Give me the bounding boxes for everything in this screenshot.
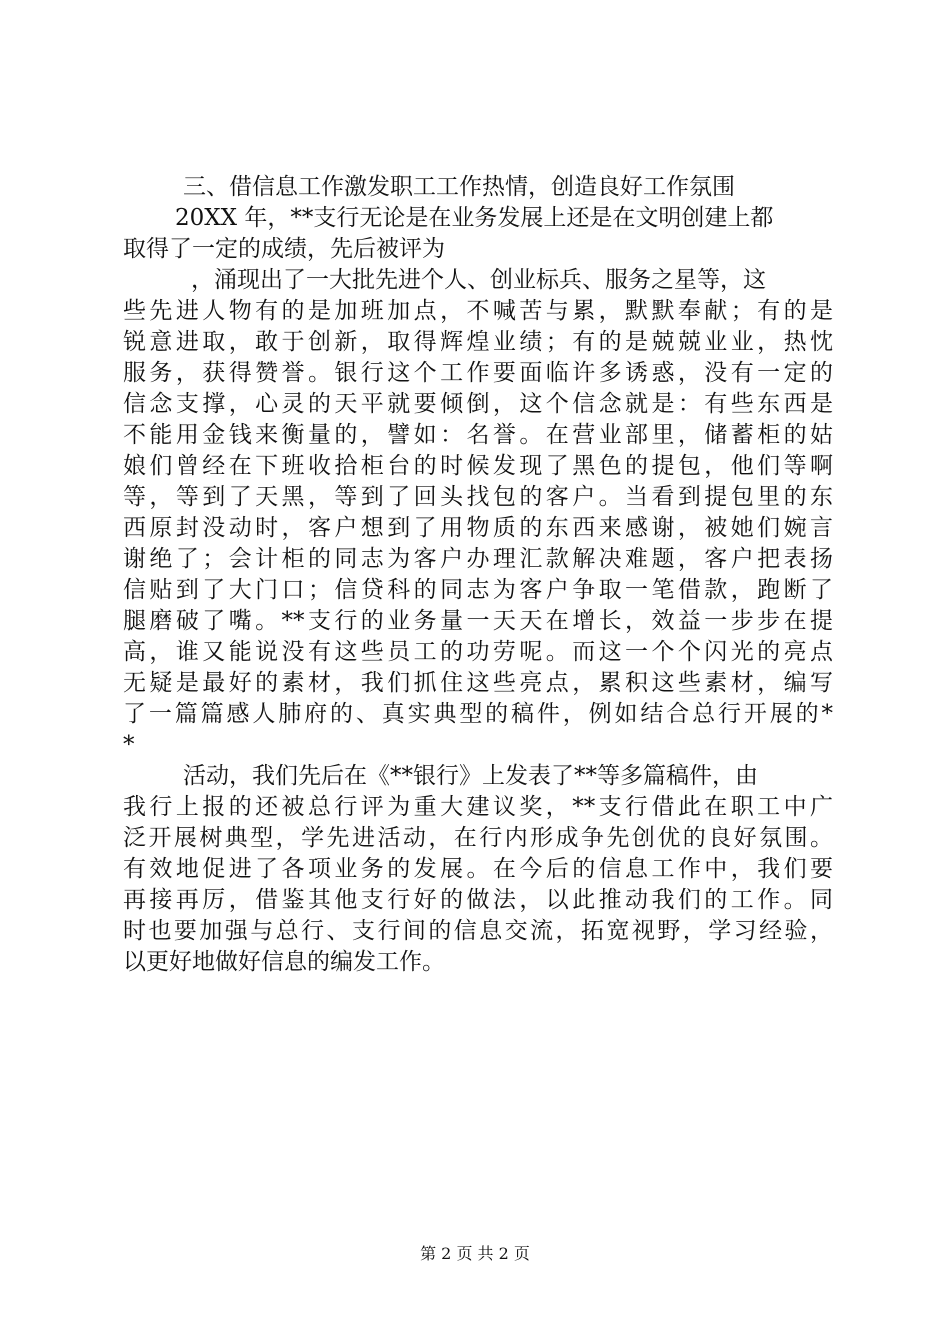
paragraph1-line-17: 了一篇篇感人肺府的、真实典型的稿件，例如结合总行开展的* [123,701,833,727]
paragraph1-line-7: 信念支撑，心灵的天平就要倾倒，这个信念就是：有些东西是 [123,391,833,417]
paragraph1-line-18: * [123,732,135,758]
paragraph1-line-15: 高，谁又能说没有这些员工的功劳呢。而这一个个闪光的亮点 [123,639,833,665]
paragraph1-line-2: 取得了一定的成绩，先后被评为 [123,236,445,262]
paragraph2-line-5: 再接再厉，借鉴其他支行好的做法，以此推动我们的工作。同 [123,887,833,913]
paragraph1-line-1: 20XX 年，**支行无论是在业务发展上还是在文明创建上都 [175,205,774,231]
paragraph2-line-4: 有效地促进了各项业务的发展。在今后的信息工作中，我们要 [123,856,833,882]
paragraph2-line-3: 泛开展树典型，学先进活动，在行内形成争先创优的良好氛围。 [123,825,833,851]
paragraph1-line-5: 锐意进取，敢于创新，取得辉煌业绩；有的是兢兢业业，热忱 [123,329,833,355]
paragraph1-line-10: 等，等到了天黑，等到了回头找包的客户。当看到提包里的东 [123,484,833,510]
document-body [123,172,833,978]
paragraph2-line-6: 时也要加强与总行、支行间的信息交流，拓宽视野，学习经验， [123,918,833,944]
paragraph1-line-16: 无疑是最好的素材，我们抓住这些亮点，累积这些素材，编写 [123,670,833,696]
paragraph1-line-3: ，涌现出了一大批先进个人、创业标兵、服务之星等，这 [191,267,766,293]
paragraph2-line-7: 以更好地做好信息的编发工作。 [123,949,445,975]
paragraph1-line-8: 不能用金钱来衡量的，譬如：名誉。在营业部里，储蓄柜的姑 [123,422,833,448]
paragraph1-line-9: 娘们曾经在下班收拾柜台的时候发现了黑色的提包，他们等啊 [123,453,833,479]
paragraph1-line-13: 信贴到了大门口；信贷科的同志为客户争取一笔借款，跑断了 [123,577,833,603]
paragraph2-line-2: 我行上报的还被总行评为重大建议奖，**支行借此在职工中广 [123,794,833,820]
paragraph1-line-14: 腿磨破了嘴。**支行的业务量一天天在增长，效益一步步在提 [123,608,833,634]
paragraph1-line-4: 些先进人物有的是加班加点，不喊苦与累，默默奉献；有的是 [123,298,833,324]
paragraph1-line-12: 谢绝了；会计柜的同志为客户办理汇款解决难题，客户把表扬 [123,546,833,572]
paragraph2-line-1: 活动，我们先后在《**银行》上发表了**等多篇稿件，由 [183,763,758,789]
paragraph1-line-6: 服务，获得赞誉。银行这个工作要面临许多诱惑，没有一定的 [123,360,833,386]
paragraph1-line-11: 西原封没动时，客户想到了用物质的东西来感谢，被她们婉言 [123,515,833,541]
section-heading: 三、借信息工作激发职工工作热情，创造良好工作氛围 [183,174,735,200]
page-footer: 第 2 页 共 2 页 [420,1244,530,1263]
